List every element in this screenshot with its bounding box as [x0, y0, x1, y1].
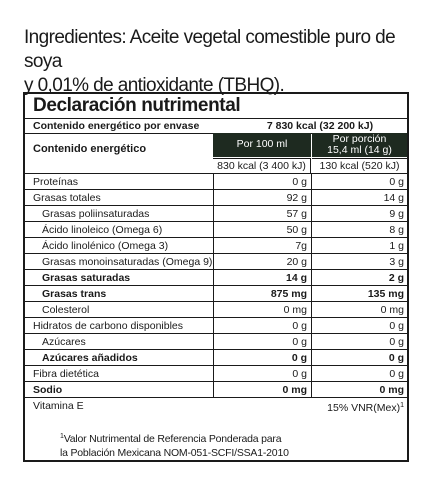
nutrient-value-per-100ml: 14 g — [285, 272, 307, 284]
nutrient-name: Vitamina E — [33, 400, 84, 412]
nutrient-value-per-serving: 0 g — [389, 368, 404, 380]
footnote-line-2: la Población Mexicana NOM-051-SCFI/SSA1-2010 — [60, 447, 289, 459]
nutrient-row — [25, 190, 407, 206]
nutrient-value-per-serving: 135 mg — [367, 288, 404, 300]
nutrient-value-per-100ml: 0 g — [291, 352, 307, 364]
nutrient-row — [25, 286, 407, 302]
footnote-sup: 1 — [60, 433, 64, 440]
nutrient-row — [25, 366, 407, 382]
nutrient-name: Proteínas — [33, 176, 78, 188]
nutrient-value-per-100ml: 57 g — [286, 208, 307, 220]
nutrient-row — [25, 254, 407, 270]
nutrient-row — [25, 382, 407, 398]
energy-per-package-row — [25, 118, 407, 134]
nutrient-value-per-100ml: 7g — [295, 240, 307, 252]
nutrient-value-per-100ml: 0 g — [292, 320, 307, 332]
nutrient-row — [25, 270, 407, 286]
nutrient-row — [25, 334, 407, 350]
vitamin-e-vnr: 15% VNR(Mex) — [327, 402, 401, 414]
nutrient-row — [25, 318, 407, 334]
col-header-per-serving-line1: Por porción — [332, 132, 387, 145]
nutrient-name: Grasas poliinsaturadas — [42, 208, 150, 220]
nutrient-row — [25, 398, 407, 414]
col-header-per-serving-line2: 15,4 ml (14 g) — [327, 144, 392, 156]
footnote-marker: 1 — [400, 402, 404, 409]
energy-value-per-serving: 130 kcal (520 kJ) — [312, 158, 407, 173]
nutrient-name: Azúcares — [42, 336, 86, 348]
nutrition-panel — [23, 92, 409, 462]
ingredients-line-1: Ingredientes: Aceite vegetal comestible puro de soya — [24, 27, 396, 72]
nutrient-value-per-serving: 9 g — [389, 208, 404, 220]
nutrient-name: Grasas saturadas — [42, 272, 131, 284]
nutrient-name: Hidratos de carbono disponibles — [33, 320, 184, 332]
col-header-per-100ml-text: Por 100 ml — [236, 138, 288, 151]
col-header-per-100ml — [213, 133, 311, 157]
footnote — [60, 430, 380, 460]
footnote-line-1 — [60, 430, 380, 446]
ingredients-text — [24, 26, 414, 98]
nutrient-row — [25, 222, 407, 238]
nutrient-name: Fibra dietética — [33, 368, 99, 380]
energy-header — [25, 133, 407, 174]
nutrient-value-per-serving: 0 mg — [380, 304, 404, 316]
nutrient-value-per-100ml: 0 mg — [282, 384, 307, 396]
ingredients-line-2: y 0,01% de antioxidante (TBHQ). — [24, 75, 285, 96]
nutrient-value-per-serving: 0 g — [389, 320, 404, 332]
nutrient-name: Ácido linoleico (Omega 6) — [42, 224, 163, 236]
nutrient-row — [25, 302, 407, 318]
nutrient-value-per-serving: 1 g — [389, 240, 404, 252]
nutrient-name: Ácido linolénico (Omega 3) — [42, 240, 169, 252]
nutrient-name: Colesterol — [42, 304, 90, 316]
nutrient-value-per-serving: 8 g — [389, 224, 404, 236]
nutrient-name: Grasas monoinsaturadas (Omega 9) — [42, 256, 213, 268]
nutrient-value-per-serving: 0 g — [389, 336, 404, 348]
nutrient-value-per-100ml: 92 g — [286, 192, 307, 204]
energy-per-package-value: 7 830 kcal (32 200 kJ) — [266, 120, 374, 132]
nutrient-value-per-serving: 3 g — [389, 256, 404, 268]
nutrient-name: Grasas trans — [42, 288, 107, 300]
nutrient-value-per-serving: 0 mg — [379, 384, 404, 396]
nutrient-value-per-100ml: 0 g — [292, 176, 307, 188]
nutrient-value-per-100ml: 0 g — [292, 336, 307, 348]
nutrient-value-per-serving: 0 g — [388, 352, 404, 364]
nutrient-row — [25, 238, 407, 254]
nutrient-value-per-serving: 2 g — [388, 272, 404, 284]
nutrient-value-per-100ml: 50 g — [286, 224, 307, 236]
nutrient-value-per-100ml: 20 g — [286, 256, 307, 268]
nutrient-row — [25, 350, 407, 366]
energy-per-package-label: Contenido energético por envase — [33, 120, 200, 132]
nutrient-name: Azúcares añadidos — [42, 352, 138, 364]
nutrient-value-per-100ml: 875 mg — [270, 288, 307, 300]
nutrient-value-per-serving — [312, 398, 404, 416]
nutrient-value-per-100ml: 0 mg — [283, 304, 307, 316]
footnote-line-1-text: Valor Nutrimental de Referencia Ponderada para — [63, 433, 282, 445]
nutrient-name: Grasas totales — [33, 192, 101, 204]
nutrient-value-per-100ml: 0 g — [292, 368, 307, 380]
nutrient-value-per-serving: 14 g — [383, 192, 404, 204]
energy-label: Contenido energético — [33, 143, 147, 155]
nutrient-name: Sodio — [33, 384, 63, 396]
nutrient-row — [25, 174, 407, 190]
col-header-per-serving — [312, 133, 407, 157]
panel-title: Declaración nutrimental — [33, 95, 241, 116]
energy-value-per-100ml: 830 kcal (3 400 kJ) — [213, 158, 311, 173]
nutrient-value-per-serving: 0 g — [389, 176, 404, 188]
nutrient-rows — [25, 174, 407, 414]
nutrient-row — [25, 206, 407, 222]
